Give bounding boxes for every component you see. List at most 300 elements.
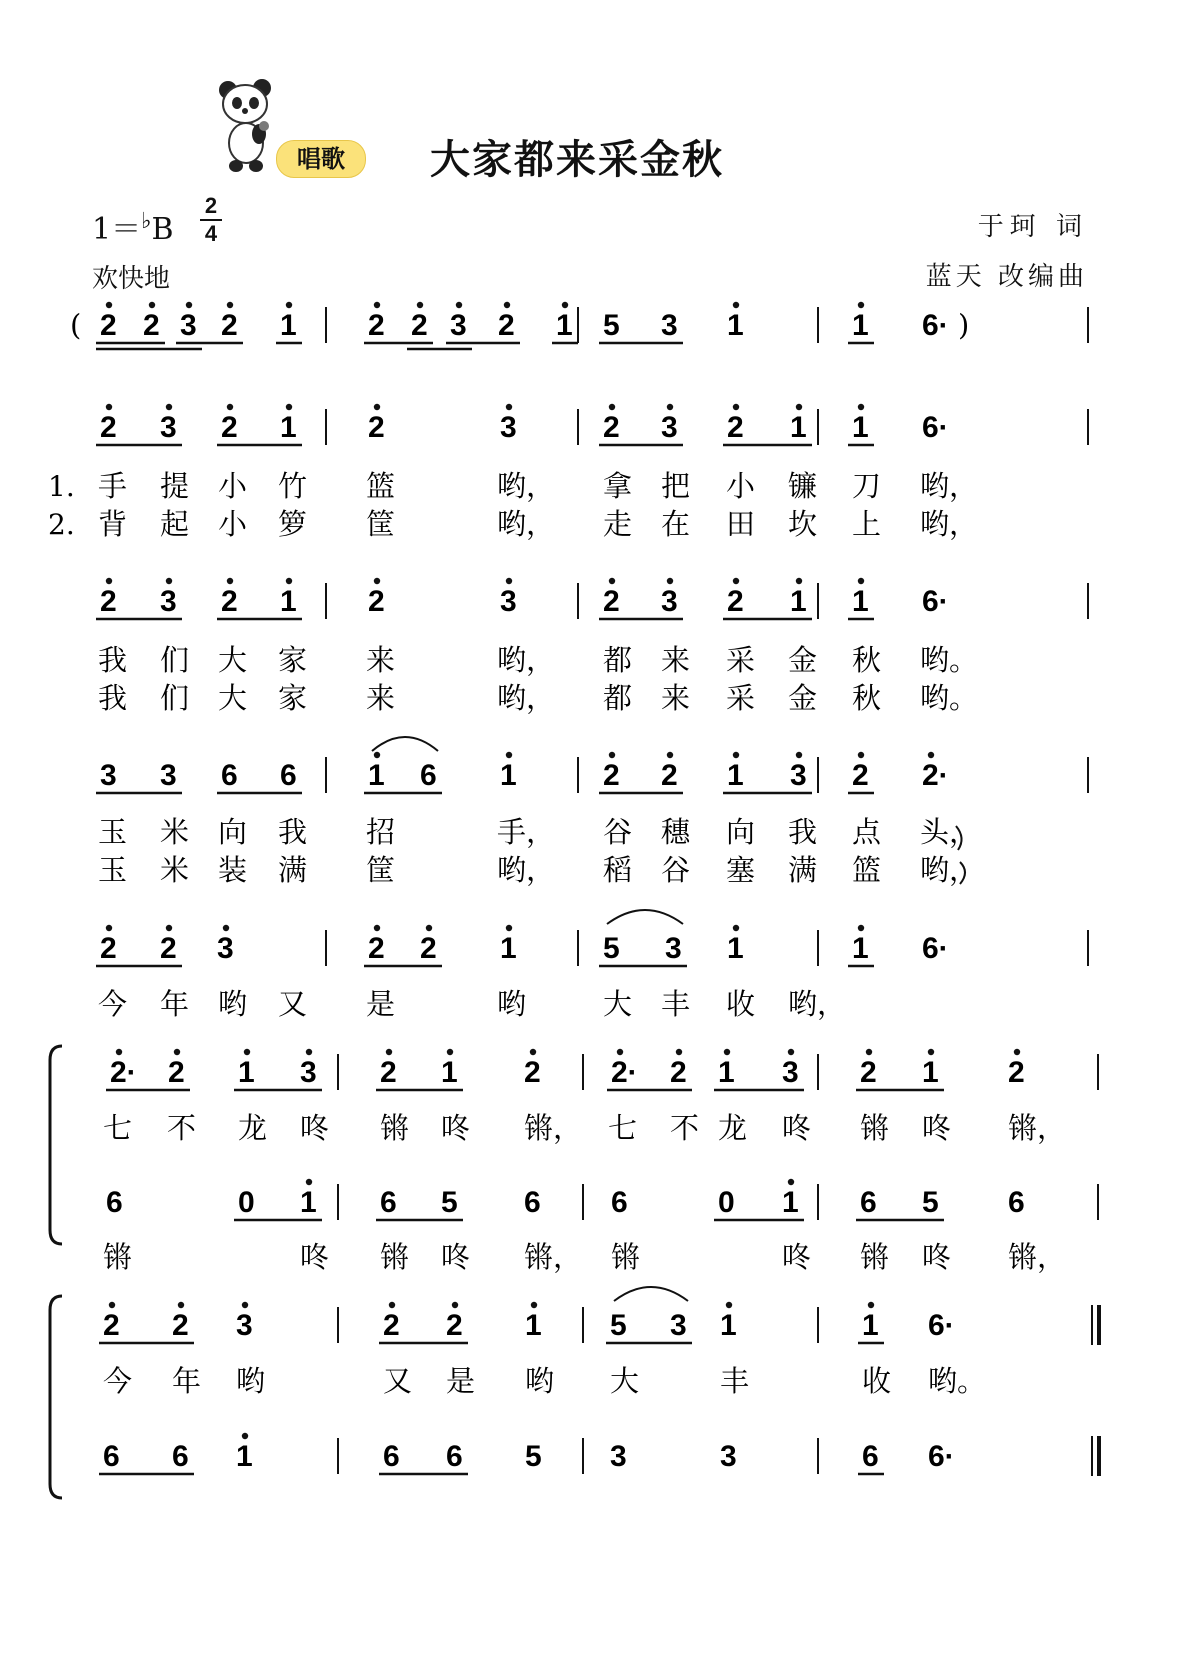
lyric-char: 来 <box>366 643 396 677</box>
lyric-char: 年 <box>160 987 190 1021</box>
octave-dot <box>374 578 380 584</box>
lyric-char: 起 <box>160 507 190 541</box>
octave-dot <box>733 404 739 410</box>
bracket-close: ) <box>958 308 970 342</box>
octave-dot <box>106 925 112 931</box>
note: 3 <box>180 309 197 342</box>
lyric-char: 装 <box>218 853 248 887</box>
lyric-char: 手， <box>497 815 556 849</box>
note: 3 <box>782 1056 799 1089</box>
note: 6 <box>611 1186 628 1219</box>
lyric-char: 锵 <box>103 1240 133 1274</box>
lyric-char: 咚 <box>441 1240 471 1274</box>
verse-number: 1. <box>48 470 75 503</box>
note: 3 <box>661 585 678 618</box>
lyric-char: 收 <box>862 1364 892 1398</box>
octave-dot <box>796 578 802 584</box>
note: 2 <box>168 1056 185 1089</box>
note: 2 <box>524 1056 541 1089</box>
note: 6 <box>106 1186 123 1219</box>
composer-credit: 蓝天 改编曲 <box>925 262 1088 292</box>
lyric-char: 大 <box>610 1364 640 1398</box>
lyric-char: 今 <box>103 1364 133 1398</box>
lyric-char: 哟 <box>525 1364 555 1398</box>
lyric-char: 秋 <box>852 681 882 715</box>
lyricist-credit: 于珂 词 <box>977 212 1088 242</box>
slur <box>614 1287 688 1301</box>
lyric-char: 秋 <box>852 643 882 677</box>
system-bracket <box>50 1296 62 1498</box>
octave-dot <box>866 1049 872 1055</box>
octave-dot <box>726 1302 732 1308</box>
lyric-char: 来 <box>661 643 691 677</box>
lyric-char: 谷 <box>661 853 691 887</box>
octave-dot <box>116 1049 122 1055</box>
lyric-char: 手 <box>98 469 128 503</box>
lyric-char: 丰 <box>720 1364 750 1398</box>
lyric-char: 七 <box>608 1111 638 1145</box>
note: 2 <box>661 759 678 792</box>
note: 2 <box>603 585 620 618</box>
bracket-open: ( <box>70 308 82 342</box>
lyric-char: 我 <box>788 815 818 849</box>
octave-dot <box>149 302 155 308</box>
note: 1 <box>790 411 807 444</box>
note: 1 <box>280 585 297 618</box>
octave-dot <box>286 404 292 410</box>
octave-dot <box>733 578 739 584</box>
note: 1 <box>300 1186 317 1219</box>
lyric-char: 丰 <box>661 987 691 1021</box>
octave-dot <box>452 1302 458 1308</box>
lyric-char: 家 <box>278 681 308 715</box>
note: 3 <box>665 932 682 965</box>
note: 3 <box>661 309 678 342</box>
lyric-char: 提 <box>160 469 190 503</box>
note: 2 <box>420 932 437 965</box>
note: 3 <box>720 1440 737 1473</box>
lyric-char: 年 <box>172 1364 202 1398</box>
lyric-char: 金 <box>788 681 818 715</box>
note: 2 <box>670 1056 687 1089</box>
note: 1 <box>727 759 744 792</box>
note: 2 <box>368 932 385 965</box>
octave-dot <box>1014 1049 1020 1055</box>
lyric-char: 哟， <box>497 853 556 887</box>
note: 2 <box>380 1056 397 1089</box>
note: 1 <box>236 1440 253 1473</box>
note: 6 <box>862 1440 879 1473</box>
lyric-char: 篮 <box>852 853 882 887</box>
lyric-char: 走 <box>603 507 633 541</box>
lyric-char: 都 <box>603 643 633 677</box>
octave-dot <box>178 1302 184 1308</box>
note: 1 <box>718 1056 735 1089</box>
note: 3 <box>300 1056 317 1089</box>
lyric-char: 哟， <box>788 987 847 1021</box>
note: 3 <box>610 1440 627 1473</box>
lyric-char: 米 <box>160 815 190 849</box>
octave-dot <box>928 752 934 758</box>
note: 2 <box>100 585 117 618</box>
note: 5 <box>525 1440 542 1473</box>
verse-number: 2. <box>48 508 75 541</box>
note: 6 <box>172 1440 189 1473</box>
lyric-char: 收 <box>726 987 756 1021</box>
note: 1 <box>922 1056 939 1089</box>
note: 2 <box>852 759 869 792</box>
note: 1 <box>525 1309 542 1342</box>
octave-dot <box>667 404 673 410</box>
lyric-char: 哟 <box>236 1364 266 1398</box>
octave-dot <box>227 578 233 584</box>
note: 2 <box>727 585 744 618</box>
lyric-char: 塞 <box>726 853 756 887</box>
octave-dot <box>227 302 233 308</box>
note: 2 <box>498 309 515 342</box>
octave-dot <box>389 1302 395 1308</box>
note: 2 <box>383 1309 400 1342</box>
time-signature-bottom: 4 <box>204 221 218 246</box>
lyric-char: 不 <box>167 1111 197 1145</box>
octave-dot <box>227 404 233 410</box>
octave-dot <box>166 578 172 584</box>
lyric-char: 咚 <box>782 1240 812 1274</box>
note: 1 <box>727 932 744 965</box>
page-title: 大家都来采金秋 <box>430 137 724 183</box>
note: 2 <box>160 932 177 965</box>
note: 6· <box>922 411 949 444</box>
note: 1 <box>280 411 297 444</box>
lyric-char: 是 <box>446 1364 476 1398</box>
lyric-char: 又 <box>278 987 308 1021</box>
lyric-char: 锵 <box>380 1240 410 1274</box>
note: 3 <box>670 1309 687 1342</box>
note: 2 <box>603 411 620 444</box>
octave-dot <box>286 302 292 308</box>
lyric-char: 是 <box>366 987 396 1021</box>
note: 3 <box>236 1309 253 1342</box>
octave-dot <box>858 578 864 584</box>
octave-dot <box>796 752 802 758</box>
note: 6 <box>446 1440 463 1473</box>
lyric-char: 家 <box>278 643 308 677</box>
lyric-char: 我 <box>278 815 308 849</box>
note: 3 <box>160 585 177 618</box>
note: 1 <box>852 932 869 965</box>
lyric-char: 向 <box>218 815 248 849</box>
lyric-char: 金 <box>788 643 818 677</box>
note: 5 <box>610 1309 627 1342</box>
lyric-char: 哟， <box>920 469 979 503</box>
note: 0 <box>718 1186 735 1219</box>
lyric-char: 哟 <box>497 987 527 1021</box>
octave-dot <box>374 925 380 931</box>
lyric-char: 大 <box>218 681 248 715</box>
note: 6 <box>1008 1186 1025 1219</box>
lyric-char: 筐 <box>366 853 396 887</box>
note: 2 <box>172 1309 189 1342</box>
lyric-char: 上 <box>852 507 882 541</box>
lyric-char: 来 <box>366 681 396 715</box>
note: 6 <box>420 759 437 792</box>
octave-dot <box>426 925 432 931</box>
octave-dot <box>447 1049 453 1055</box>
slur <box>607 910 683 924</box>
octave-dot <box>186 302 192 308</box>
note: 2 <box>727 411 744 444</box>
lyric-char: 向 <box>726 815 756 849</box>
lyric-char: 大 <box>603 987 633 1021</box>
note: 1 <box>852 585 869 618</box>
lyric-char: 小 <box>218 469 248 503</box>
lyric-char: 稻 <box>603 853 633 887</box>
note: 6 <box>280 759 297 792</box>
note: 2 <box>1008 1056 1025 1089</box>
octave-dot <box>456 302 462 308</box>
note: 3 <box>500 585 517 618</box>
lyric-char: 竹 <box>278 469 308 503</box>
lyric-char: 大 <box>218 643 248 677</box>
note: 6 <box>524 1186 541 1219</box>
octave-dot <box>223 925 229 931</box>
note: 6· <box>922 932 949 965</box>
flat-sign: ♭ <box>141 209 152 234</box>
octave-dot <box>306 1049 312 1055</box>
octave-dot <box>106 578 112 584</box>
octave-dot <box>244 1049 250 1055</box>
octave-dot <box>374 752 380 758</box>
lyric-char: 米 <box>160 853 190 887</box>
lyric-char: 哟。 <box>920 643 979 677</box>
octave-dot <box>733 302 739 308</box>
octave-dot <box>531 1302 537 1308</box>
note: 6· <box>922 309 949 342</box>
lyric-char: 锵 <box>611 1240 641 1274</box>
octave-dot <box>617 1049 623 1055</box>
note: 6· <box>928 1309 955 1342</box>
octave-dot <box>609 752 615 758</box>
lyric-char: 今 <box>98 987 128 1021</box>
octave-dot <box>530 1049 536 1055</box>
note: 2 <box>221 309 238 342</box>
lyric-char: 采 <box>726 681 756 715</box>
note: 2· <box>922 759 949 792</box>
lyric-char: 田 <box>726 507 756 541</box>
note: 1 <box>782 1186 799 1219</box>
lyric-char: 我 <box>98 643 128 677</box>
octave-dot <box>106 302 112 308</box>
tempo-marking: 欢快地 <box>92 264 171 294</box>
octave-dot <box>858 925 864 931</box>
note: 3 <box>500 411 517 444</box>
octave-dot <box>506 925 512 931</box>
octave-dot <box>174 1049 180 1055</box>
lyric-char: 咚 <box>441 1111 471 1145</box>
note: 2 <box>221 411 238 444</box>
octave-dot <box>109 1302 115 1308</box>
note: 5 <box>922 1186 939 1219</box>
lyric-char: 不 <box>670 1111 700 1145</box>
lyric-char: 哟， <box>497 643 556 677</box>
octave-dot <box>506 752 512 758</box>
note: 6 <box>103 1440 120 1473</box>
lyric-char: 刀 <box>852 469 882 503</box>
lyric-char: 锵， <box>1008 1240 1067 1274</box>
lyric-char: 们 <box>160 681 190 715</box>
lyric-char: 哟。 <box>928 1364 987 1398</box>
lyric-char: 拿 <box>603 469 633 503</box>
octave-dot <box>788 1179 794 1185</box>
note: 1 <box>368 759 385 792</box>
note: 6· <box>922 585 949 618</box>
lyric-char: 七 <box>103 1111 133 1145</box>
octave-dot <box>667 752 673 758</box>
octave-dot <box>106 404 112 410</box>
note: 6 <box>221 759 238 792</box>
lyric-char: 我 <box>98 681 128 715</box>
lyric-char: 玉 <box>98 853 128 887</box>
lyric-char: 哟， <box>497 681 556 715</box>
lyric-char: 咚 <box>300 1111 330 1145</box>
note: 2 <box>603 759 620 792</box>
note: 2 <box>100 309 117 342</box>
lyric-char: 穗 <box>661 815 691 849</box>
note: 3 <box>790 759 807 792</box>
note: 5 <box>603 932 620 965</box>
system-bracket <box>50 1046 62 1244</box>
lyric-char: 龙 <box>238 1111 268 1145</box>
octave-dot <box>609 578 615 584</box>
note: 6 <box>383 1440 400 1473</box>
lyric-char: 坎 <box>788 507 818 541</box>
lyric-char: 锵， <box>524 1240 583 1274</box>
lyric-char: 们 <box>160 643 190 677</box>
note: 6· <box>928 1440 955 1473</box>
time-signature-top: 2 <box>204 193 218 218</box>
note: 6 <box>380 1186 397 1219</box>
lyric-char: 咚 <box>922 1111 952 1145</box>
octave-dot <box>788 1049 794 1055</box>
octave-dot <box>286 578 292 584</box>
lyric-char: 哟， <box>497 469 556 503</box>
octave-dot <box>306 1179 312 1185</box>
lyric-char: 头， <box>920 815 979 849</box>
note: 1 <box>727 309 744 342</box>
lyric-char: 背 <box>98 507 128 541</box>
note: 3 <box>661 411 678 444</box>
lyric-char: 哟， <box>920 853 979 887</box>
note: 3 <box>217 932 234 965</box>
note: 1 <box>852 411 869 444</box>
note: 2 <box>368 585 385 618</box>
note: 1 <box>500 759 517 792</box>
note: 2 <box>221 585 238 618</box>
lyric-char: 满 <box>278 853 308 887</box>
note: 2 <box>446 1309 463 1342</box>
octave-dot <box>562 302 568 308</box>
octave-dot <box>667 578 673 584</box>
lyric-char: 小 <box>726 469 756 503</box>
slur <box>372 737 438 751</box>
octave-dot <box>417 302 423 308</box>
lyric-char: 龙 <box>718 1111 748 1145</box>
note: 2 <box>100 411 117 444</box>
lyric-char: 咚 <box>922 1240 952 1274</box>
note: 2 <box>368 411 385 444</box>
octave-dot <box>242 1433 248 1439</box>
note: 1 <box>280 309 297 342</box>
note: 1 <box>441 1056 458 1089</box>
note: 1 <box>500 932 517 965</box>
note: 1 <box>238 1056 255 1089</box>
octave-dot <box>506 404 512 410</box>
lyric-char: 咚 <box>300 1240 330 1274</box>
note: 1 <box>862 1309 879 1342</box>
octave-dot <box>868 1302 874 1308</box>
octave-dot <box>242 1302 248 1308</box>
lyric-char: 又 <box>383 1364 413 1398</box>
note: 2 <box>368 309 385 342</box>
lyric-char: 咚 <box>782 1111 812 1145</box>
lyric-char: 锵， <box>1008 1111 1067 1145</box>
lyric-char: 谷 <box>603 815 633 849</box>
lyric-char: 箩 <box>278 507 308 541</box>
lyric-char: 玉 <box>98 815 128 849</box>
octave-dot <box>733 925 739 931</box>
lyric-char: 锵， <box>524 1111 583 1145</box>
lyric-char: 筐 <box>366 507 396 541</box>
octave-dot <box>858 752 864 758</box>
note: 0 <box>238 1186 255 1219</box>
octave-dot <box>733 752 739 758</box>
note: 2 <box>103 1309 120 1342</box>
note: 1 <box>720 1309 737 1342</box>
octave-dot <box>609 404 615 410</box>
note: 2 <box>411 309 428 342</box>
octave-dot <box>928 1049 934 1055</box>
lyric-char: 来 <box>661 681 691 715</box>
octave-dot <box>166 925 172 931</box>
lyric-char: 哟， <box>920 507 979 541</box>
lyric-char: 哟， <box>497 507 556 541</box>
lyric-char: 把 <box>661 469 691 503</box>
note: 1 <box>556 309 573 342</box>
note: 2 <box>860 1056 877 1089</box>
note: 2· <box>110 1056 137 1089</box>
octave-dot <box>374 404 380 410</box>
octave-dot <box>506 578 512 584</box>
note: 6 <box>860 1186 877 1219</box>
key-note: B <box>151 212 174 247</box>
lyric-char: 哟 <box>218 987 248 1021</box>
note: 3 <box>160 759 177 792</box>
lyric-char: 篮 <box>366 469 396 503</box>
octave-dot <box>166 404 172 410</box>
key-prefix: 1＝ <box>92 212 142 247</box>
octave-dot <box>796 404 802 410</box>
lyric-char: 采 <box>726 643 756 677</box>
note: 3 <box>160 411 177 444</box>
lyric-char: 锵 <box>860 1240 890 1274</box>
lyric-char: 锵 <box>380 1111 410 1145</box>
lyric-char: 都 <box>603 681 633 715</box>
octave-dot <box>676 1049 682 1055</box>
lyric-char: 招 <box>366 815 396 849</box>
octave-dot <box>386 1049 392 1055</box>
lyric-char: 满 <box>788 853 818 887</box>
song-type-badge: 唱歌 <box>276 140 366 178</box>
